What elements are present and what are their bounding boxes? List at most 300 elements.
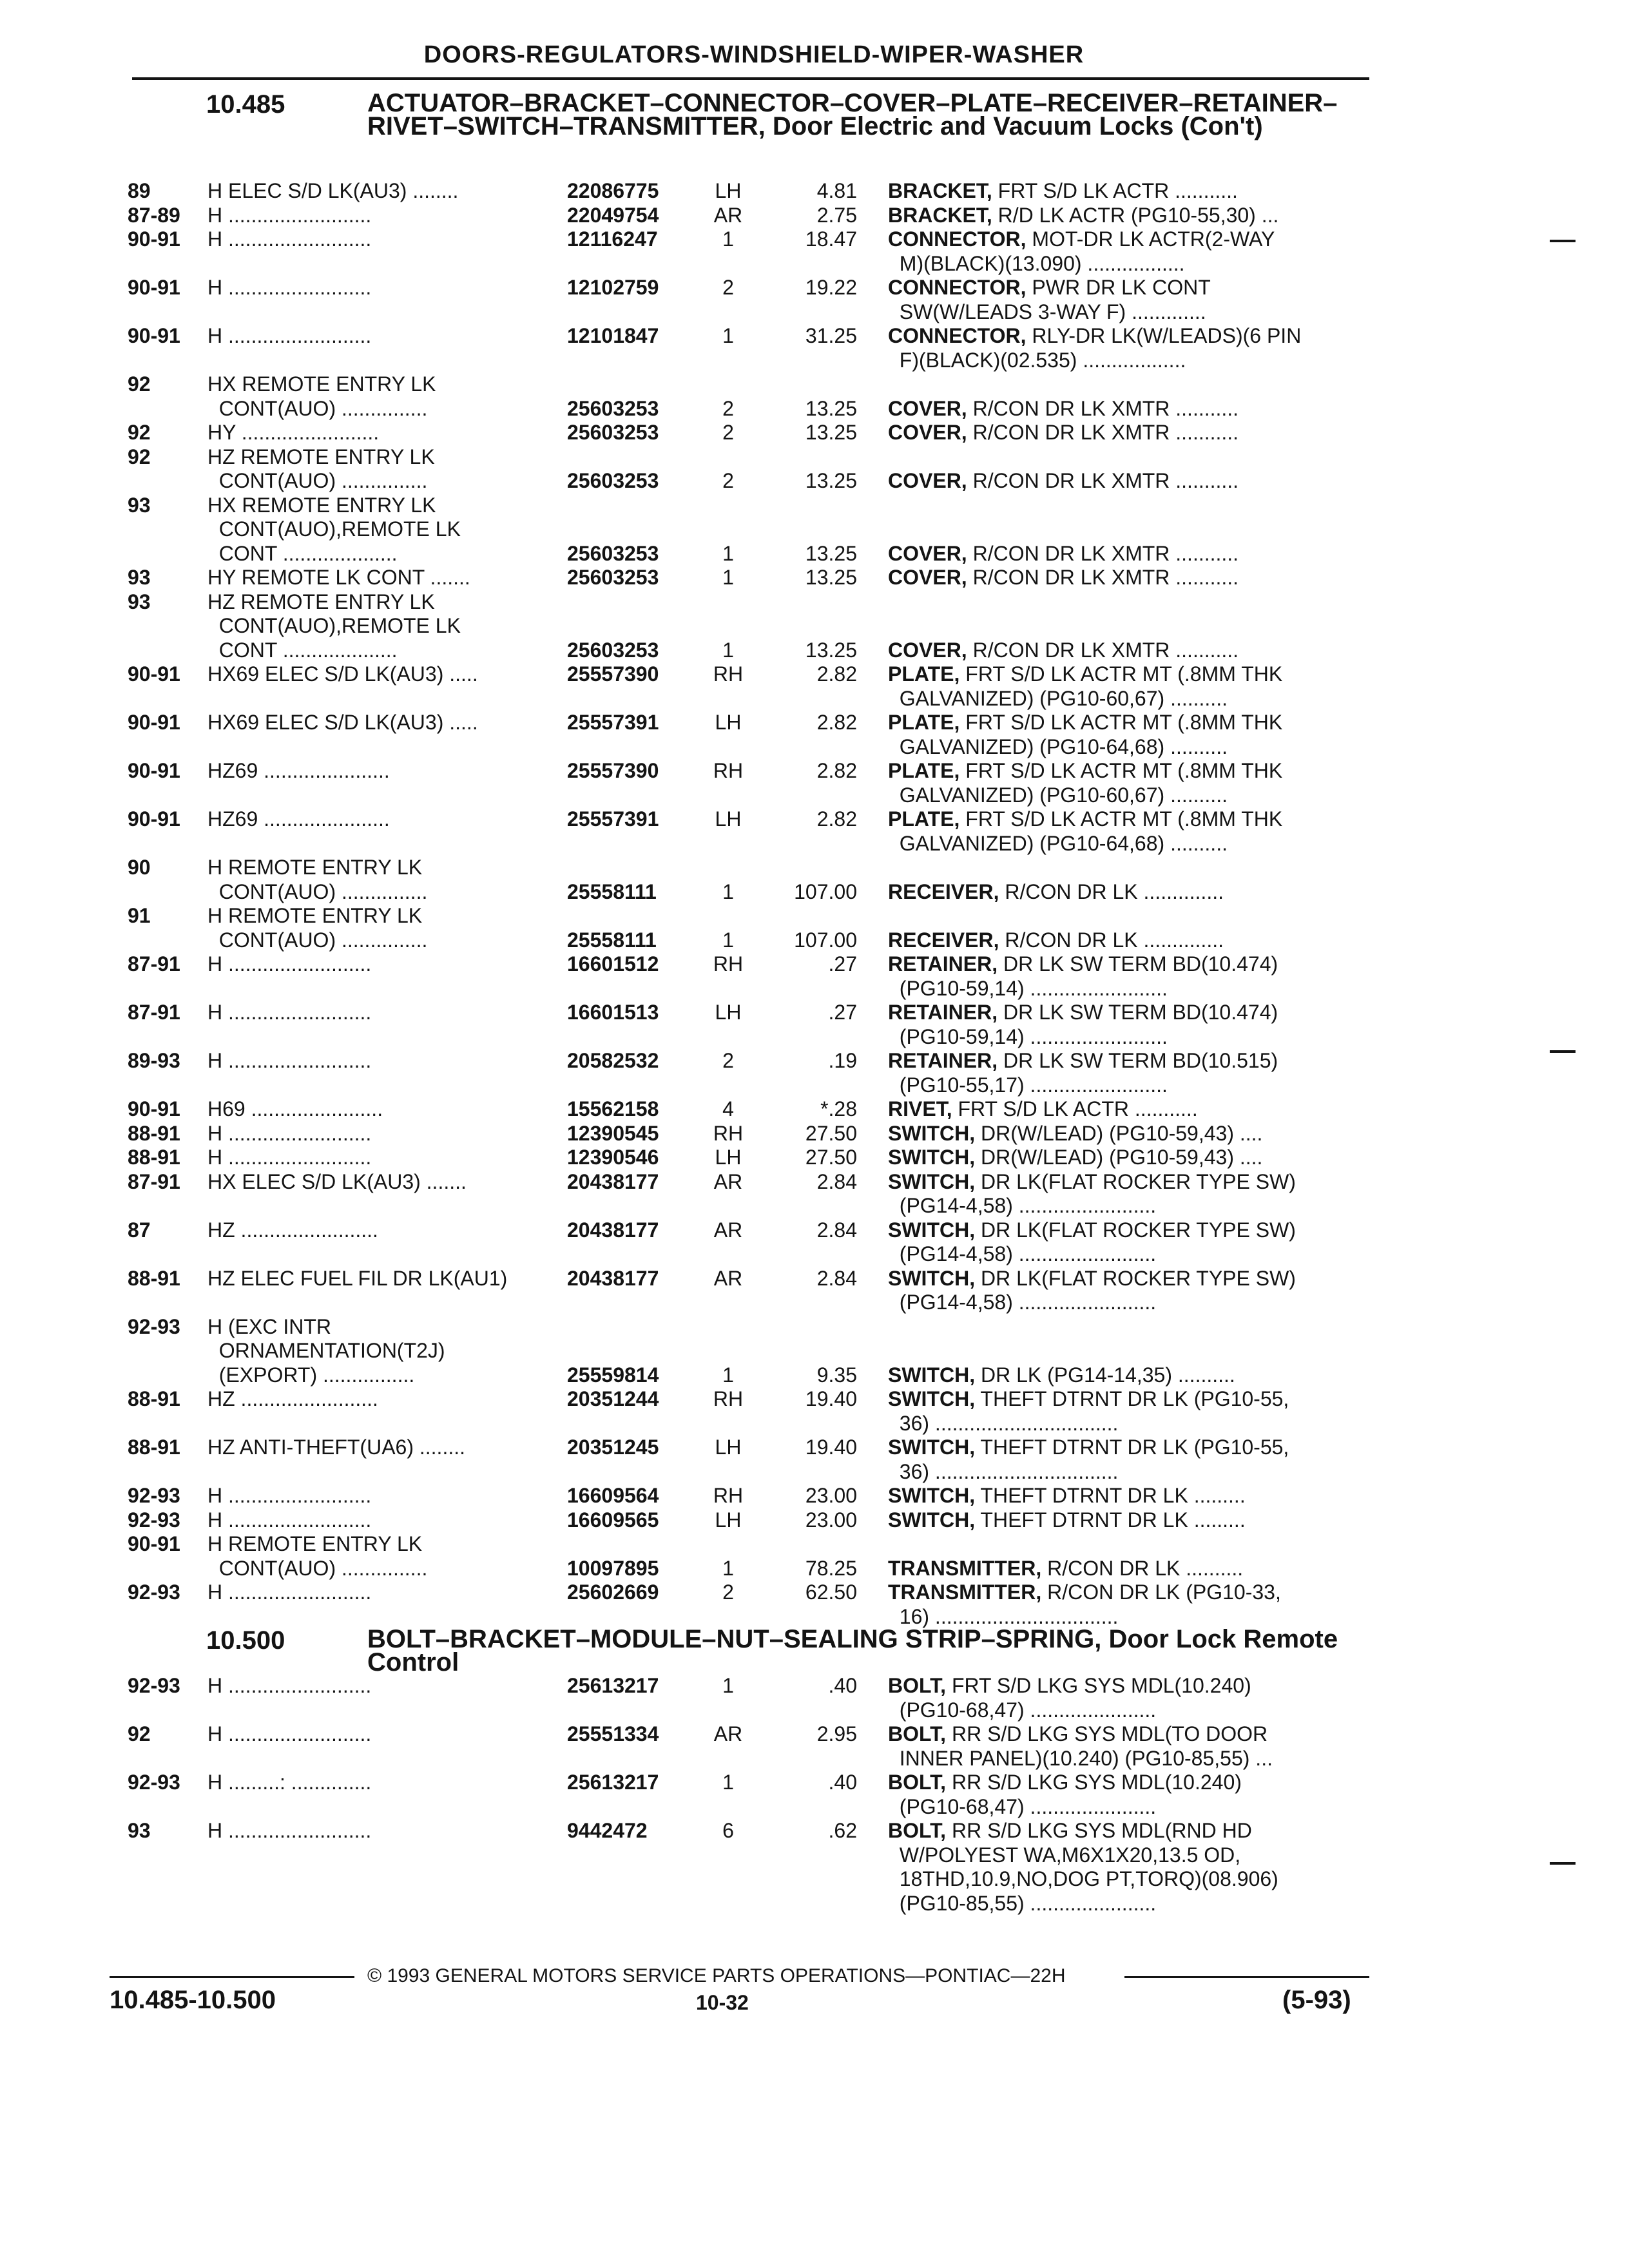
quantity: 1 <box>722 1674 734 1697</box>
model-application: HZ REMOTE ENTRY LK <box>207 445 435 468</box>
model-application: HY REMOTE LK CONT ....... <box>207 566 470 589</box>
part-description-text: DR LK(FLAT ROCKER TYPE SW) <box>975 1169 1296 1193</box>
part-description: W/POLYEST WA,M6X1X20,13.5 OD, <box>888 1843 1241 1867</box>
model-year: 89 <box>128 179 151 202</box>
model-application: H ELEC S/D LK(AU3) ........ <box>207 179 459 202</box>
part-number: 10097895 <box>567 1556 659 1580</box>
part-description-text: FRT S/D LK ACTR ........... <box>952 1097 1198 1120</box>
unit-price: 62.50 <box>805 1581 857 1604</box>
part-description <box>888 421 1365 445</box>
model-application: H REMOTE ENTRY LK <box>207 856 423 879</box>
part-description-text: THEFT DTRNT DR LK ......... <box>975 1484 1246 1507</box>
part-description <box>888 566 1365 590</box>
quantity: 1 <box>722 928 734 952</box>
model-year: 92 <box>128 445 151 468</box>
part-name: RECEIVER, <box>888 928 999 952</box>
quantity: RH <box>713 1387 744 1410</box>
footer-rule-right <box>1124 1976 1369 1978</box>
part-description-text: R/CON DR LK .............. <box>999 879 1224 903</box>
model-year: 88-91 <box>128 1436 180 1459</box>
quantity: 2 <box>722 469 734 492</box>
unit-price: 13.25 <box>805 469 857 492</box>
part-number: 25559814 <box>567 1363 659 1387</box>
part-number: 25603253 <box>567 638 659 662</box>
model-application: H ......................... <box>207 1508 372 1532</box>
part-description-text: FRT S/D LK ACTR MT (.8MM THK <box>959 711 1283 734</box>
quantity: 1 <box>722 638 734 662</box>
model-application: H ......................... <box>207 1819 372 1842</box>
model-application: HZ ........................ <box>207 1387 378 1410</box>
parts-row <box>0 1387 1629 1436</box>
section-title: ACTUATOR–BRACKET–CONNECTOR–COVER–PLATE–RECEIVER–RETAINER–RIVET–SWITCH–TRANSMITTER, Door Electric and Vacuum Locks (Con't) <box>367 89 1338 140</box>
quantity: RH <box>713 662 744 686</box>
parts-row <box>0 1674 1629 1722</box>
part-description: (PG10-85,55) ...................... <box>888 1891 1157 1915</box>
part-number: 25602669 <box>567 1581 659 1604</box>
parts-row <box>0 1508 1629 1533</box>
header-rule <box>132 77 1369 80</box>
parts-row <box>0 179 1629 204</box>
model-application: HX69 ELEC S/D LK(AU3) ..... <box>207 662 478 686</box>
model-year: 88-91 <box>128 1121 180 1145</box>
part-number: 25557390 <box>567 662 659 686</box>
quantity: RH <box>713 952 744 975</box>
part-description <box>888 324 1365 348</box>
model-application: H ......................... <box>207 1146 372 1169</box>
part-description <box>888 1001 1365 1024</box>
model-application: H ......................... <box>207 227 372 251</box>
footer-date-code: (5-93) <box>1282 1986 1351 2014</box>
model-application: H ......................... <box>207 276 372 299</box>
model-application: HZ ........................ <box>207 1218 378 1242</box>
model-application: HZ REMOTE ENTRY LK <box>207 590 435 613</box>
quantity: AR <box>713 1266 743 1290</box>
quantity: 6 <box>722 1819 734 1842</box>
part-description <box>888 1049 1365 1073</box>
part-name: SWITCH, <box>888 1121 976 1145</box>
parts-row <box>0 276 1629 324</box>
quantity: 1 <box>722 1363 734 1387</box>
model-application: HZ ELEC FUEL FIL DR LK(AU1) <box>207 1266 508 1290</box>
part-description: 16) ................................ <box>888 1604 1119 1628</box>
part-name: COVER, <box>888 638 967 662</box>
model-application: CONT(AUO) ............... <box>207 396 428 420</box>
model-year: 88-91 <box>128 1387 180 1410</box>
part-description <box>888 227 1365 251</box>
unit-price: 19.40 <box>805 1436 857 1459</box>
part-description-text: FRT S/D LK ACTR MT (.8MM THK <box>959 759 1283 782</box>
part-description-text: DR(W/LEAD) (PG10-59,43) .... <box>975 1121 1263 1145</box>
unit-price: 19.40 <box>805 1387 857 1410</box>
model-application: CONT .................... <box>207 541 398 565</box>
parts-row <box>0 1097 1629 1122</box>
quantity: 2 <box>722 396 734 420</box>
part-number: 25557391 <box>567 807 659 831</box>
quantity: LH <box>715 711 742 734</box>
model-year: 92 <box>128 421 151 444</box>
parts-row <box>0 1218 1629 1267</box>
unit-price: 13.25 <box>805 396 857 420</box>
copyright-notice: © 1993 GENERAL MOTORS SERVICE PARTS OPERATIONS—PONTIAC—22H <box>367 1965 1066 1986</box>
quantity: 2 <box>722 276 734 299</box>
model-application: H ......................... <box>207 1581 372 1604</box>
part-description <box>888 179 1365 203</box>
quantity: 2 <box>722 1581 734 1604</box>
quantity: 1 <box>722 1556 734 1580</box>
unit-price: 2.84 <box>816 1266 857 1290</box>
model-application: CONT(AUO) ............... <box>207 469 428 492</box>
part-description <box>888 1771 1365 1794</box>
model-application: H (EXC INTR <box>207 1314 331 1338</box>
footer-section-range: 10.485-10.500 <box>110 1986 276 2014</box>
part-description: (PG14-4,58) ........................ <box>888 1194 1157 1217</box>
model-year: 90-91 <box>128 759 180 782</box>
quantity: AR <box>713 203 743 227</box>
part-number: 20351244 <box>567 1387 659 1410</box>
margin-mark <box>1550 1050 1576 1053</box>
part-name: CONNECTOR, <box>888 276 1027 299</box>
model-year: 92 <box>128 372 151 396</box>
part-name: RECEIVER, <box>888 879 999 903</box>
model-year: 90-91 <box>128 276 180 299</box>
quantity: 1 <box>722 1771 734 1794</box>
model-year: 87 <box>128 1218 151 1242</box>
part-number: 25603253 <box>567 566 659 589</box>
quantity: LH <box>715 1436 742 1459</box>
part-number: 25603253 <box>567 469 659 492</box>
part-number: 16601512 <box>567 952 659 975</box>
part-name: COVER, <box>888 396 967 420</box>
model-application: ORNAMENTATION(T2J) <box>207 1339 445 1362</box>
part-description: GALVANIZED) (PG10-64,68) .......... <box>888 831 1228 855</box>
part-number: 12390546 <box>567 1146 659 1169</box>
part-description-text: DR LK SW TERM BD(10.515) <box>998 1049 1278 1072</box>
part-description-text: PWR DR LK CONT <box>1026 276 1211 299</box>
unit-price: 2.95 <box>816 1722 857 1745</box>
part-name: COVER, <box>888 469 967 492</box>
part-description-text: R/CON DR LK (PG10-33, <box>1041 1581 1281 1604</box>
parts-row <box>0 494 1629 566</box>
model-year: 88-91 <box>128 1266 180 1290</box>
model-year: 87-91 <box>128 1169 180 1193</box>
part-name: BOLT, <box>888 1819 947 1842</box>
margin-mark <box>1550 1862 1576 1865</box>
part-description <box>888 1170 1365 1194</box>
parts-row <box>0 421 1629 445</box>
model-year: 93 <box>128 590 151 613</box>
part-name: COVER, <box>888 541 967 565</box>
part-description-text: THEFT DTRNT DR LK ......... <box>975 1508 1246 1532</box>
model-year: 93 <box>128 493 151 517</box>
model-application: H REMOTE ENTRY LK <box>207 1532 423 1555</box>
part-number: 25557390 <box>567 759 659 782</box>
part-description <box>888 807 1365 831</box>
model-year: 93 <box>128 1819 151 1842</box>
model-year: 88-91 <box>128 1146 180 1169</box>
part-description-text: FRT S/D LKG SYS MDL(10.240) <box>946 1674 1251 1697</box>
model-year: 87-91 <box>128 952 180 975</box>
unit-price: 9.35 <box>816 1363 857 1387</box>
part-name: CONNECTOR, <box>888 324 1027 347</box>
part-name: SWITCH, <box>888 1436 976 1459</box>
part-description <box>888 662 1365 686</box>
part-description <box>888 1122 1365 1146</box>
part-description <box>888 1581 1365 1604</box>
unit-price: 23.00 <box>805 1484 857 1507</box>
unit-price: 2.84 <box>816 1169 857 1193</box>
part-description: (PG10-59,14) ........................ <box>888 1024 1168 1048</box>
quantity: 1 <box>722 324 734 347</box>
model-application: CONT(AUO) ............... <box>207 879 428 903</box>
parts-row <box>0 1722 1629 1771</box>
model-application: H ......................... <box>207 1049 372 1072</box>
part-description-text: DR LK(FLAT ROCKER TYPE SW) <box>975 1266 1296 1290</box>
part-description-text: FRT S/D LK ACTR MT (.8MM THK <box>959 807 1283 831</box>
section-number: 10.485 <box>206 90 285 119</box>
parts-row <box>0 1049 1629 1097</box>
part-name: PLATE, <box>888 759 960 782</box>
part-description <box>888 639 1365 662</box>
parts-row <box>0 1581 1629 1629</box>
part-number: 25603253 <box>567 421 659 444</box>
part-description: (PG10-68,47) ...................... <box>888 1794 1157 1818</box>
unit-price: .62 <box>828 1819 857 1842</box>
part-description <box>888 928 1365 952</box>
parts-row <box>0 1146 1629 1170</box>
part-number: 25603253 <box>567 396 659 420</box>
part-description: M)(BLACK)(13.090) ................. <box>888 251 1185 275</box>
unit-price: 18.47 <box>805 227 857 251</box>
parts-row <box>0 807 1629 856</box>
quantity: 1 <box>722 879 734 903</box>
part-number: 22086775 <box>567 179 659 202</box>
part-number: 25613217 <box>567 1771 659 1794</box>
parts-row <box>0 227 1629 276</box>
model-year: 92-93 <box>128 1674 180 1697</box>
part-number: 25551334 <box>567 1722 659 1745</box>
section-number: 10.500 <box>206 1626 285 1655</box>
unit-price: .19 <box>828 1049 857 1072</box>
part-description-text: MOT-DR LK ACTR(2-WAY <box>1026 227 1275 251</box>
parts-row <box>0 856 1629 904</box>
part-number: 12116247 <box>567 227 658 251</box>
parts-row <box>0 662 1629 711</box>
model-application: CONT(AUO) ............... <box>207 1556 428 1580</box>
part-description <box>888 1484 1365 1508</box>
part-number: 20351245 <box>567 1436 659 1459</box>
model-application: HX ELEC S/D LK(AU3) ....... <box>207 1169 467 1193</box>
model-application: H ......................... <box>207 1001 372 1024</box>
parts-row <box>0 1315 1629 1388</box>
unit-price: 31.25 <box>805 324 857 347</box>
part-description-text: R/CON DR LK XMTR ........... <box>967 638 1239 662</box>
part-description <box>888 469 1365 493</box>
model-year: 90-91 <box>128 1532 180 1555</box>
part-description <box>888 1218 1365 1242</box>
part-description-text: R/CON DR LK XMTR ........... <box>967 421 1239 444</box>
part-description <box>888 1146 1365 1169</box>
part-name: SWITCH, <box>888 1169 976 1193</box>
quantity: AR <box>713 1169 743 1193</box>
unit-price: .40 <box>828 1771 857 1794</box>
model-year: 90 <box>128 856 151 879</box>
model-application: H ......................... <box>207 1722 372 1745</box>
part-description <box>888 1267 1365 1291</box>
unit-price: 2.75 <box>816 203 857 227</box>
quantity: 1 <box>722 566 734 589</box>
part-number: 25558111 <box>567 879 657 903</box>
quantity: LH <box>715 1146 742 1169</box>
page-header-title: DOORS-REGULATORS-WINDSHIELD-WIPER-WASHER <box>423 41 1084 68</box>
part-name: BOLT, <box>888 1674 947 1697</box>
model-application: H ......................... <box>207 1484 372 1507</box>
model-application: (EXPORT) ................ <box>207 1363 415 1387</box>
part-number: 20582532 <box>567 1049 659 1072</box>
part-description <box>888 1097 1365 1121</box>
part-description <box>888 1387 1365 1411</box>
parts-row <box>0 1170 1629 1218</box>
parts-row <box>0 372 1629 421</box>
quantity: LH <box>715 1001 742 1024</box>
parts-row <box>0 1819 1629 1916</box>
margin-mark <box>1550 240 1576 242</box>
part-name: BRACKET, <box>888 179 992 202</box>
model-year: 93 <box>128 566 151 589</box>
part-number: 15562158 <box>567 1097 659 1120</box>
part-number: 25603253 <box>567 541 659 565</box>
quantity: 1 <box>722 541 734 565</box>
unit-price: 13.25 <box>805 638 857 662</box>
part-name: COVER, <box>888 421 967 444</box>
model-application: H REMOTE ENTRY LK <box>207 904 423 927</box>
parts-row <box>0 1001 1629 1049</box>
unit-price: 19.22 <box>805 276 857 299</box>
parts-row <box>0 324 1629 372</box>
part-description <box>888 711 1365 735</box>
part-name: COVER, <box>888 566 967 589</box>
quantity: LH <box>715 179 742 202</box>
quantity: AR <box>713 1218 743 1242</box>
part-name: RETAINER, <box>888 1001 998 1024</box>
part-description-text: THEFT DTRNT DR LK (PG10-55, <box>975 1436 1289 1459</box>
unit-price: 4.81 <box>816 179 857 202</box>
model-application: CONT(AUO),REMOTE LK <box>207 614 461 637</box>
part-description: INNER PANEL)(10.240) (PG10-85,55) ... <box>888 1746 1273 1770</box>
unit-price: 107.00 <box>794 879 857 903</box>
unit-price: 107.00 <box>794 928 857 952</box>
part-number: 16609564 <box>567 1484 659 1507</box>
model-application: CONT .................... <box>207 638 398 662</box>
part-description: F)(BLACK)(02.535) .................. <box>888 348 1186 372</box>
unit-price: 23.00 <box>805 1508 857 1532</box>
parts-row <box>0 759 1629 807</box>
part-name: BRACKET, <box>888 203 992 227</box>
parts-row <box>0 952 1629 1001</box>
footer-rule-left <box>110 1976 354 1978</box>
part-number: 12101847 <box>567 324 659 347</box>
part-name: SWITCH, <box>888 1266 976 1290</box>
part-description-text: FRT S/D LK ACTR MT (.8MM THK <box>959 662 1283 686</box>
part-name: PLATE, <box>888 807 960 831</box>
parts-row <box>0 1484 1629 1508</box>
quantity: AR <box>713 1722 743 1745</box>
part-description-text: RLY-DR LK(W/LEADS)(6 PIN <box>1026 324 1302 347</box>
model-year: 90-91 <box>128 807 180 831</box>
part-number: 20438177 <box>567 1266 659 1290</box>
part-number: 25558111 <box>567 928 657 952</box>
part-description-text: R/CON DR LK .............. <box>999 928 1224 952</box>
part-number: 9442472 <box>567 1819 648 1842</box>
unit-price: 2.82 <box>816 807 857 831</box>
part-description <box>888 1557 1365 1581</box>
part-description-text: R/CON DR LK XMTR ........... <box>967 541 1239 565</box>
model-application: HX REMOTE ENTRY LK <box>207 493 436 517</box>
model-year: 89-93 <box>128 1049 180 1072</box>
part-name: RIVET, <box>888 1097 952 1120</box>
part-description <box>888 397 1365 421</box>
unit-price: 2.82 <box>816 711 857 734</box>
model-application: H ......................... <box>207 952 372 975</box>
part-name: RETAINER, <box>888 1049 998 1072</box>
part-name: PLATE, <box>888 662 960 686</box>
part-description: 36) ................................ <box>888 1411 1119 1435</box>
model-application: HZ69 ...................... <box>207 807 390 831</box>
part-description: (PG10-68,47) ...................... <box>888 1698 1157 1722</box>
quantity: 1 <box>722 227 734 251</box>
part-description <box>888 759 1365 783</box>
part-description <box>888 1819 1365 1843</box>
parts-row <box>0 711 1629 759</box>
part-description: SW(W/LEADS 3-WAY F) ............. <box>888 300 1206 323</box>
footer-page-number: 10-32 <box>696 1991 749 2014</box>
model-year: 91 <box>128 904 151 927</box>
part-description <box>888 952 1365 976</box>
part-number: 22049754 <box>567 203 659 227</box>
part-number: 12390545 <box>567 1121 659 1145</box>
unit-price: 2.84 <box>816 1218 857 1242</box>
part-description <box>888 880 1365 904</box>
part-description: GALVANIZED) (PG10-60,67) .......... <box>888 783 1228 807</box>
part-description-text: THEFT DTRNT DR LK (PG10-55, <box>975 1387 1289 1410</box>
model-application: CONT(AUO),REMOTE LK <box>207 517 461 541</box>
unit-price: .27 <box>828 1001 857 1024</box>
model-application: H ......................... <box>207 203 372 227</box>
model-year: 92-93 <box>128 1771 180 1794</box>
model-application: HX REMOTE ENTRY LK <box>207 372 436 396</box>
part-description: (PG10-55,17) ........................ <box>888 1073 1168 1097</box>
section-title: BOLT–BRACKET–MODULE–NUT–SEALING STRIP–SPRING, Door Lock Remote Control <box>367 1625 1338 1677</box>
unit-price: .40 <box>828 1674 857 1697</box>
part-description <box>888 542 1365 566</box>
unit-price: .27 <box>828 952 857 975</box>
part-name: SWITCH, <box>888 1146 976 1169</box>
model-application: CONT(AUO) ............... <box>207 928 428 952</box>
model-application: H ......................... <box>207 324 372 347</box>
part-name: SWITCH, <box>888 1508 976 1532</box>
quantity: 2 <box>722 1049 734 1072</box>
part-description-text: DR LK SW TERM BD(10.474) <box>998 1001 1278 1024</box>
part-number: 16601513 <box>567 1001 659 1024</box>
part-description <box>888 1722 1365 1746</box>
model-application: HY ........................ <box>207 421 380 444</box>
unit-price: 2.82 <box>816 759 857 782</box>
part-number: 25613217 <box>567 1674 659 1697</box>
quantity: LH <box>715 1508 742 1532</box>
part-description: (PG10-59,14) ........................ <box>888 976 1168 1000</box>
part-description <box>888 204 1365 227</box>
unit-price: 2.82 <box>816 662 857 686</box>
quantity: 4 <box>722 1097 734 1120</box>
